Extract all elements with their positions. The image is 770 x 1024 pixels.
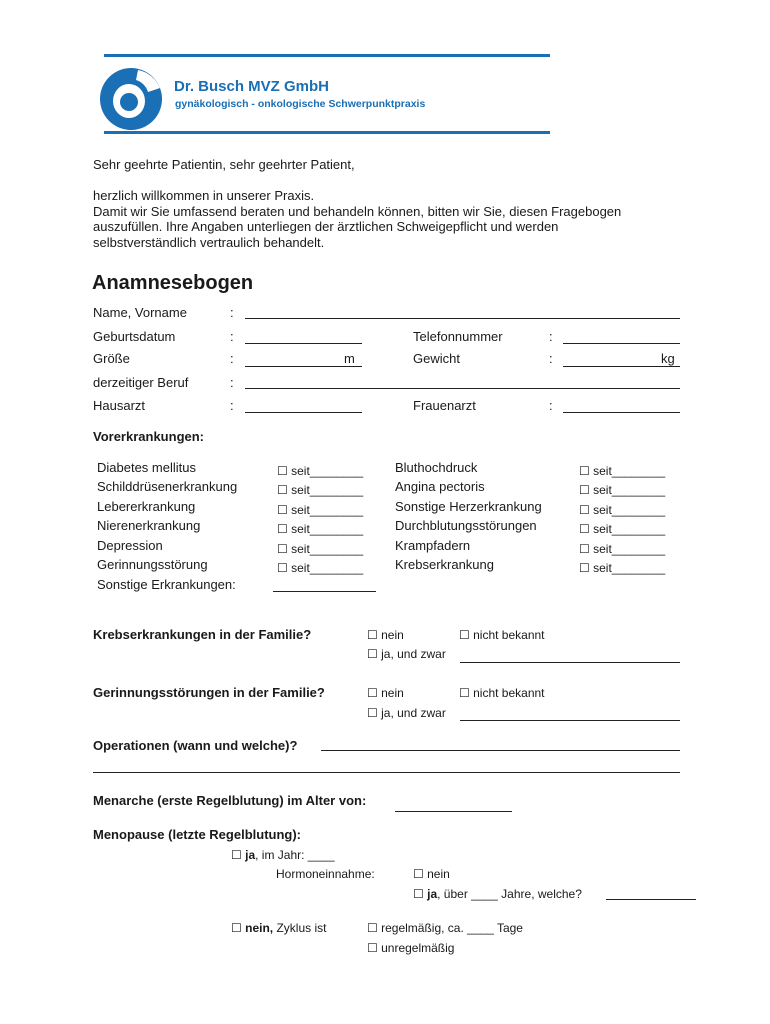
prior-condition-label: Krampfadern (395, 538, 471, 553)
checkbox-icon: ☐ (579, 464, 590, 478)
since-field[interactable]: seit________ (593, 483, 666, 497)
phone-field[interactable] (563, 343, 680, 344)
weight-unit: kg (661, 351, 675, 366)
option-label-bold: ja (245, 848, 256, 862)
option-label: , über ____ Jahre, welche? (437, 887, 582, 901)
prior-condition-checkbox[interactable] (579, 560, 665, 576)
checkbox-icon: ☐ (277, 561, 288, 575)
operations-field-2[interactable] (93, 772, 680, 773)
checkbox-icon: ☐ (367, 941, 378, 955)
since-field[interactable]: seit________ (593, 522, 666, 536)
intro-line-4: selbstverständlich vertraulich behandelt. (93, 235, 325, 250)
birthdate-label: Geburtsdatum (93, 329, 176, 344)
option-label: unregelmäßig (381, 941, 455, 955)
birthdate-field[interactable] (245, 343, 362, 344)
since-field[interactable]: seit________ (593, 503, 666, 517)
gyn-field[interactable] (563, 412, 680, 413)
checkbox-icon: ☐ (367, 921, 378, 935)
prior-condition-label: Lebererkrankung (97, 499, 196, 514)
option-label: ja, und zwar (381, 647, 446, 661)
menopause-no-checkbox[interactable] (231, 920, 326, 936)
intro-line-2: Damit wir Sie umfassend beraten und behandeln können, bitten wir Sie, diesen Fragebogen (93, 204, 622, 219)
family-cancer-no-checkbox[interactable] (367, 627, 404, 643)
colon: : (230, 329, 234, 344)
prior-condition-label: Diabetes mellitus (97, 460, 196, 475)
prior-condition-label: Angina pectoris (395, 479, 485, 494)
option-label: , im Jahr: ____ (255, 848, 335, 862)
prior-condition-checkbox[interactable] (277, 482, 363, 498)
menarche-question: Menarche (erste Regelblutung) im Alter von: (93, 793, 367, 808)
family-cancer-unknown-checkbox[interactable] (459, 627, 545, 643)
height-unit: m (344, 351, 355, 366)
checkbox-icon: ☐ (579, 542, 590, 556)
prior-condition-checkbox[interactable] (579, 482, 665, 498)
family-cancer-detail-field[interactable] (460, 662, 680, 663)
cycle-regular-checkbox[interactable] (367, 920, 523, 936)
option-label-bold: nein, (245, 921, 274, 935)
operations-question: Operationen (wann und welche)? (93, 738, 298, 753)
checkbox-icon: ☐ (459, 686, 470, 700)
family-coag-unknown-checkbox[interactable] (459, 685, 545, 701)
prior-condition-label: Sonstige Herzerkrankung (395, 499, 542, 514)
height-label: Größe (93, 351, 130, 366)
family-cancer-yes-checkbox[interactable] (367, 646, 446, 662)
checkbox-icon: ☐ (579, 483, 590, 497)
prior-condition-checkbox[interactable] (277, 463, 363, 479)
colon: : (230, 375, 234, 390)
prior-condition-checkbox[interactable] (579, 502, 665, 518)
since-field[interactable]: seit________ (593, 464, 666, 478)
hormone-label: Hormoneinnahme: (276, 867, 375, 881)
prior-condition-label: Durchblutungsstörungen (395, 518, 537, 533)
prior-condition-checkbox[interactable] (277, 560, 363, 576)
colon: : (230, 351, 234, 366)
prior-condition-checkbox[interactable] (579, 463, 665, 479)
other-conditions-label: Sonstige Erkrankungen: (97, 577, 236, 592)
since-field[interactable]: seit________ (291, 561, 364, 575)
intro-line-1: herzlich willkommen in unserer Praxis. (93, 188, 315, 203)
option-label: Zyklus ist (273, 921, 327, 935)
prior-condition-label: Gerinnungsstörung (97, 557, 208, 572)
hormone-no-checkbox[interactable] (413, 866, 450, 882)
checkbox-icon: ☐ (459, 628, 470, 642)
menarche-age-field[interactable] (395, 811, 512, 812)
prior-condition-checkbox[interactable] (579, 541, 665, 557)
menopause-question: Menopause (letzte Regelblutung): (93, 827, 301, 842)
colon: : (230, 305, 234, 320)
checkbox-icon: ☐ (579, 522, 590, 536)
gp-field[interactable] (245, 412, 362, 413)
since-field[interactable]: seit________ (291, 542, 364, 556)
job-label: derzeitiger Beruf (93, 375, 189, 390)
option-label: regelmäßig, ca. ____ Tage (381, 921, 523, 935)
hormone-which-field[interactable] (606, 899, 696, 900)
family-coag-yes-checkbox[interactable] (367, 705, 446, 721)
checkbox-icon: ☐ (579, 561, 590, 575)
checkbox-icon: ☐ (367, 706, 378, 720)
option-label: nein (381, 628, 404, 642)
since-field[interactable]: seit________ (291, 522, 364, 536)
checkbox-icon: ☐ (231, 921, 242, 935)
checkbox-icon: ☐ (367, 647, 378, 661)
family-coag-question: Gerinnungsstörungen in der Familie? (93, 685, 325, 700)
other-conditions-field[interactable] (273, 591, 376, 592)
hormone-yes-checkbox[interactable] (413, 886, 582, 902)
since-field[interactable]: seit________ (291, 464, 364, 478)
colon: : (549, 351, 553, 366)
checkbox-icon: ☐ (277, 464, 288, 478)
colon: : (230, 398, 234, 413)
gp-label: Hausarzt (93, 398, 146, 413)
colon: : (549, 329, 553, 344)
phone-label: Telefonnummer (413, 329, 503, 344)
prior-condition-checkbox[interactable] (579, 521, 665, 537)
family-coag-detail-field[interactable] (460, 720, 680, 721)
company-subtitle: gynäkologisch - onkologische Schwerpunktpraxis (175, 98, 426, 110)
since-field[interactable]: seit________ (593, 542, 666, 556)
option-label: ja, und zwar (381, 706, 446, 720)
intro-line-3: auszufüllen. Ihre Angaben unterliegen der ärztlichen Schweigepflicht und werden (93, 219, 559, 234)
prior-condition-label: Nierenerkrankung (97, 518, 201, 533)
weight-label: Gewicht (413, 351, 460, 366)
checkbox-icon: ☐ (367, 628, 378, 642)
since-field[interactable]: seit________ (291, 503, 364, 517)
checkbox-icon: ☐ (277, 522, 288, 536)
header-top-rule (104, 54, 550, 57)
option-label-bold: ja (427, 887, 438, 901)
prior-condition-checkbox[interactable] (277, 521, 363, 537)
family-cancer-question: Krebserkrankungen in der Familie? (93, 627, 312, 642)
prior-condition-checkbox[interactable] (277, 541, 363, 557)
checkbox-icon: ☐ (277, 542, 288, 556)
prior-condition-label: Depression (97, 538, 163, 553)
checkbox-icon: ☐ (579, 503, 590, 517)
option-label: nicht bekannt (473, 686, 545, 700)
checkbox-icon: ☐ (413, 887, 424, 901)
prior-condition-label: Schilddrüsenerkrankung (97, 479, 238, 494)
greeting: Sehr geehrte Patientin, sehr geehrter Patient, (93, 157, 355, 172)
checkbox-icon: ☐ (277, 503, 288, 517)
prior-condition-checkbox[interactable] (277, 502, 363, 518)
checkbox-icon: ☐ (231, 848, 242, 862)
since-field[interactable]: seit________ (593, 561, 666, 575)
company-name: Dr. Busch MVZ GmbH (174, 78, 330, 95)
form-title: Anamnesebogen (92, 272, 254, 294)
checkbox-icon: ☐ (367, 686, 378, 700)
header-bottom-rule (104, 131, 550, 134)
option-label: nein (381, 686, 404, 700)
gyn-label: Frauenarzt (413, 398, 476, 413)
job-field[interactable] (245, 388, 680, 389)
since-field[interactable]: seit________ (291, 483, 364, 497)
cycle-irregular-checkbox[interactable] (367, 940, 454, 956)
colon: : (549, 398, 553, 413)
option-label: nicht bekannt (473, 628, 545, 642)
practice-logo-icon (98, 66, 164, 132)
name-label: Name, Vorname (93, 305, 187, 320)
prior-condition-label: Krebserkrankung (395, 557, 494, 572)
prior-title: Vorerkrankungen: (93, 429, 205, 444)
option-label: nein (427, 867, 450, 881)
operations-field-1[interactable] (321, 750, 680, 751)
name-field[interactable] (245, 318, 680, 319)
checkbox-icon: ☐ (413, 867, 424, 881)
prior-condition-label: Bluthochdruck (395, 460, 478, 475)
checkbox-icon: ☐ (277, 483, 288, 497)
menopause-yes-checkbox[interactable] (231, 847, 335, 863)
family-coag-no-checkbox[interactable] (367, 685, 404, 701)
